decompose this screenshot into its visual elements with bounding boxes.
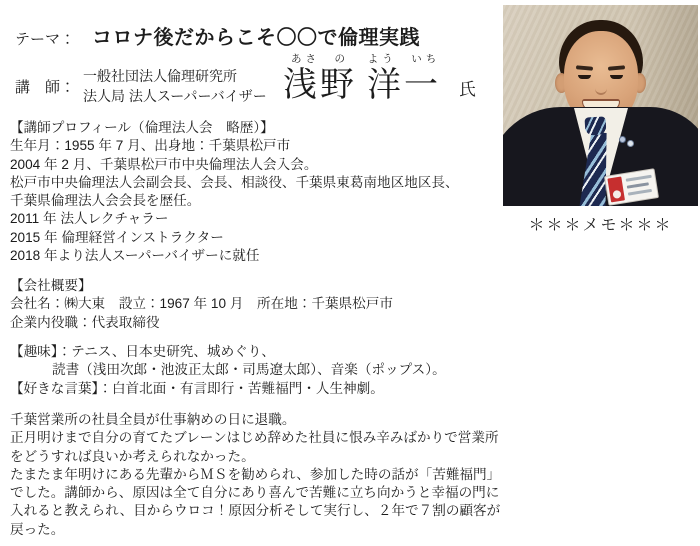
story-line: 正月明けまで自分の育てたブレーンはじめ辞めた社員に恨み辛みばかりで営業所 bbox=[10, 430, 499, 446]
givenname-kanji: 洋一 bbox=[367, 66, 441, 104]
profile-line: 2004 年 2 月、千葉県松戸市中央倫理法人会入会。 bbox=[10, 156, 318, 172]
profile-line: 生年月：1955 年 7 月、出身地：千葉県松戸市 bbox=[10, 138, 291, 154]
hobbies-section bbox=[10, 343, 505, 398]
company-line: 会社名：㈱大東 設立：1967 年 10 月 所在地：千葉県松戸市 bbox=[10, 296, 393, 312]
story-line: たまたま年明けにある先輩からＭＳを勧められ、参加した時の話が「苦難福門」 bbox=[10, 466, 501, 482]
person-eye-left bbox=[578, 75, 591, 79]
lecturer-row bbox=[15, 66, 267, 106]
profile-line: 松戸市中央倫理法人会副会長、会長、相談役、千葉県東葛南地区地区長、 bbox=[10, 174, 459, 190]
company-line: 企業内役職：代表取締役 bbox=[10, 314, 160, 330]
hobbies-line: 読書（浅田次郎・池波正太郎・司馬遼太郎）、音楽（ポップス）。 bbox=[52, 362, 446, 378]
person-eye-right bbox=[610, 75, 623, 79]
favorite-words-line: 【好きな言葉】：白首北面・有言即行・苦難福門・人生神劇。 bbox=[10, 380, 384, 396]
portrait-photo bbox=[503, 5, 698, 206]
story-line: 戻った。 bbox=[10, 521, 65, 537]
story-line: 入れると教えられ、目からウロコ！原因分析そして実行し、２年で７割の顧客が bbox=[10, 503, 501, 519]
lapel-pin bbox=[627, 140, 634, 147]
profile-heading: 【講師プロフィール（倫理法人会 略歴）】 bbox=[10, 120, 274, 135]
badge-text-line bbox=[626, 175, 652, 182]
lecturer-givenname bbox=[367, 53, 441, 104]
badge-logo-dot bbox=[612, 190, 621, 199]
person-nose bbox=[595, 82, 607, 95]
badge-text-line bbox=[628, 189, 652, 195]
badge-text-line bbox=[627, 182, 649, 188]
profile-line: 2011 年 法人レクチャラー bbox=[10, 211, 169, 227]
profile-line: 千葉県倫理法人会会長を歴任。 bbox=[10, 193, 201, 209]
theme-label: テーマ： bbox=[15, 31, 76, 48]
profile-line: 2018 年より法人スーパーバイザーに就任 bbox=[10, 248, 260, 264]
lecturer-surname bbox=[283, 53, 357, 104]
givenname-furigana: よう いち bbox=[367, 53, 441, 65]
hobbies-line: 【趣味】：テニス、日本史研究、城めぐり、 bbox=[10, 344, 275, 359]
profile-section bbox=[10, 119, 505, 265]
company-section bbox=[10, 277, 505, 332]
surname-furigana: あさ の bbox=[291, 53, 349, 65]
necktie-knot bbox=[585, 116, 607, 135]
story-section bbox=[10, 411, 505, 539]
lecturer-org-line1: 一般社団法人倫理研究所 bbox=[83, 68, 238, 84]
lecturer-name-block bbox=[283, 53, 476, 104]
story-line: でした。講師から、原因は全て自分にあり喜んで苦難に立ち向かうと幸福の門に bbox=[10, 485, 500, 501]
story-line: 千葉営業所の社員全員が仕事納めの日に退職。 bbox=[10, 412, 296, 427]
lecturer-label: 講 師： bbox=[15, 78, 76, 96]
honorific-suffix: 氏 bbox=[459, 80, 476, 99]
lapel-pin bbox=[619, 136, 626, 143]
theme-title: コロナ後だからこそ〇〇で倫理実践 bbox=[92, 27, 421, 49]
memo-caption: ＊＊＊メモ＊＊＊ bbox=[528, 217, 673, 234]
lecturer-org-line2: 法人局 法人スーパーバイザー bbox=[83, 88, 267, 104]
badge-red-band bbox=[607, 176, 625, 202]
story-line: をどうすれば良いか考えられなかった。 bbox=[10, 448, 255, 464]
profile-line: 2015 年 倫理経営インストラクター bbox=[10, 229, 224, 245]
surname-kanji: 浅野 bbox=[283, 66, 357, 104]
company-heading: 【会社概要】 bbox=[10, 278, 92, 293]
lecturer-organization bbox=[83, 66, 267, 106]
theme-row bbox=[15, 21, 420, 50]
